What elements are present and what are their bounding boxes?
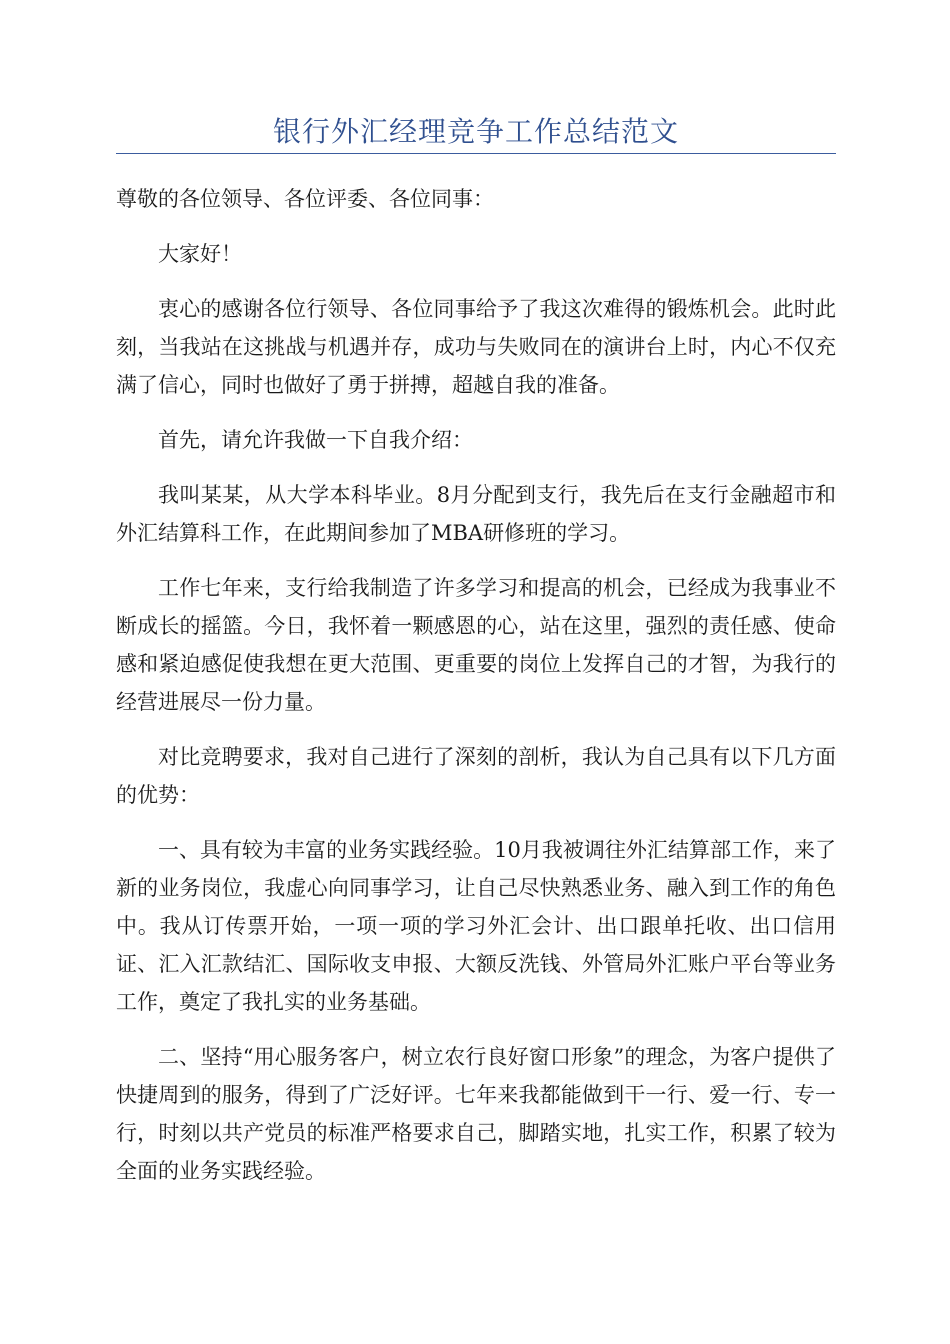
paragraph-greeting: 大家好！ (158, 242, 242, 266)
paragraph-seven-years: 工作七年来，支行给我制造了许多学习和提高的机会，已经成为我事业不断成长的摇篮。今日，我怀着一颗感恩的心，站在这里，强烈的责任感、使命感和紧迫感促使我想在更大范围、更重要的岗位上发挥自己的才智，为我行的经营进展尽一份力量。 (116, 576, 836, 714)
document-body (116, 180, 836, 1207)
salutation: 尊敬的各位领导、各位评委、各位同事： (116, 187, 494, 211)
paragraph-analysis: 对比竞聘要求，我对自己进行了深刻的剖析，我认为自己具有以下几方面的优势： (116, 745, 836, 807)
document-title: 银行外汇经理竞争工作总结范文 (272, 115, 679, 148)
paragraph-intro-lead: 首先，请允许我做一下自我介绍： (158, 428, 473, 452)
title-underline (116, 153, 836, 154)
paragraph-advantage-one: 一、具有较为丰富的业务实践经验。10月我被调往外汇结算部工作，来了新的业务岗位，我虚心向同事学习，让自己尽快熟悉业务、融入到工作的角色中。我从订传票开始，一项一项的学习外汇会计、出口跟单托收、出口信用证、汇入汇款结汇、国际收支申报、大额反洗钱、外管局外汇账户平台等业务工作，奠定了我扎实的业务基础。 (116, 838, 836, 1014)
paragraph-thanks: 衷心的感谢各位行领导、各位同事给予了我这次难得的锻炼机会。此时此刻，当我站在这挑战与机遇并存，成功与失败同在的演讲台上时，内心不仅充满了信心，同时也做好了勇于拼搏，超越自我的准备。 (116, 297, 836, 397)
paragraph-self-intro: 我叫某某，从大学本科毕业。8月分配到支行，我先后在支行金融超市和外汇结算科工作，在此期间参加了MBA研修班的学习。 (116, 483, 836, 545)
paragraph-advantage-two: 二、坚持“用心服务客户，树立农行良好窗口形象”的理念，为客户提供了快捷周到的服务，得到了广泛好评。七年来我都能做到干一行、爱一行、专一行，时刻以共产党员的标准严格要求自己，脚踏实地，扎实工作，积累了较为全面的业务实践经验。 (116, 1045, 836, 1183)
